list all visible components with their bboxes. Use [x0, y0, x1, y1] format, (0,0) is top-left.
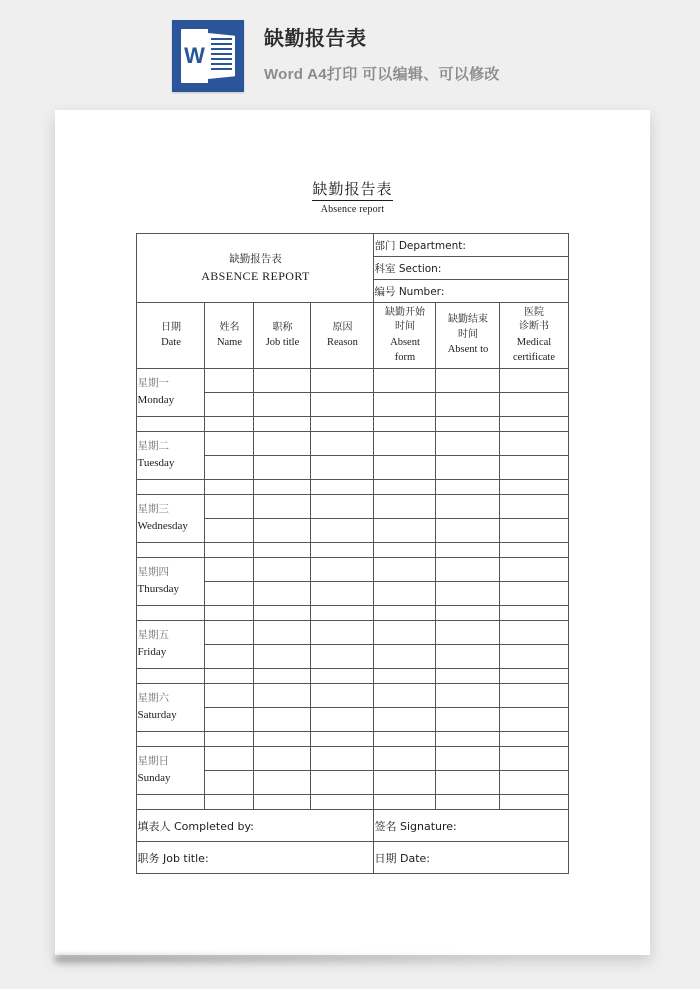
input-cell[interactable]	[500, 747, 568, 771]
column-header-absent-to: 缺勤结束 时间 Absent to	[436, 303, 500, 369]
input-cell[interactable]	[137, 795, 205, 810]
input-cell[interactable]	[311, 582, 374, 606]
column-header-date: 日期 Date	[137, 303, 205, 369]
table-row-footer-completed	[137, 810, 568, 842]
input-cell[interactable]	[500, 519, 568, 543]
column-header-medical-certificate: 医院 诊断书 Medical certificate	[500, 303, 568, 369]
input-cell[interactable]	[254, 558, 311, 582]
document-heading	[55, 178, 650, 215]
input-cell[interactable]	[254, 795, 311, 810]
input-cell[interactable]	[205, 732, 254, 747]
input-cell[interactable]	[254, 417, 311, 432]
input-cell[interactable]	[311, 393, 374, 417]
input-cell[interactable]	[436, 558, 500, 582]
input-cell[interactable]	[374, 543, 436, 558]
input-cell[interactable]	[436, 369, 500, 393]
input-cell[interactable]	[254, 669, 311, 684]
input-cell[interactable]	[500, 669, 568, 684]
input-cell[interactable]	[137, 606, 205, 621]
table-row	[137, 621, 568, 645]
input-cell[interactable]	[436, 543, 500, 558]
input-cell[interactable]	[374, 432, 436, 456]
input-cell[interactable]	[254, 747, 311, 771]
day-label-saturday: 星期六 Saturday	[137, 684, 205, 732]
input-cell[interactable]	[436, 795, 500, 810]
input-cell[interactable]	[500, 495, 568, 519]
day-label-wednesday: 星期三 Wednesday	[137, 495, 205, 543]
input-cell[interactable]	[205, 684, 254, 708]
input-cell[interactable]	[374, 582, 436, 606]
input-cell[interactable]	[436, 582, 500, 606]
table-row	[137, 606, 568, 621]
field-number-label: 编号 Number:	[374, 285, 445, 298]
input-cell[interactable]	[205, 645, 254, 669]
input-cell[interactable]	[205, 669, 254, 684]
input-cell[interactable]	[205, 771, 254, 795]
input-cell[interactable]	[374, 795, 436, 810]
banner-subtitle: Word A4打印 可以编辑、可以修改	[264, 66, 500, 83]
input-cell[interactable]	[205, 456, 254, 480]
input-cell[interactable]	[436, 732, 500, 747]
field-department-label: 部门 Department:	[374, 239, 466, 252]
promo-banner	[0, 0, 700, 110]
input-cell[interactable]	[205, 432, 254, 456]
field-department[interactable]	[374, 234, 568, 257]
input-cell[interactable]	[311, 669, 374, 684]
input-cell[interactable]	[311, 495, 374, 519]
input-cell[interactable]	[311, 621, 374, 645]
input-cell[interactable]	[436, 393, 500, 417]
input-cell[interactable]	[436, 432, 500, 456]
input-cell[interactable]	[254, 708, 311, 732]
input-cell[interactable]	[311, 456, 374, 480]
input-cell[interactable]	[254, 645, 311, 669]
input-cell[interactable]	[311, 558, 374, 582]
input-cell[interactable]	[436, 495, 500, 519]
table-row	[137, 543, 568, 558]
input-cell[interactable]	[311, 432, 374, 456]
field-signature[interactable]	[374, 810, 568, 842]
input-cell[interactable]	[500, 795, 568, 810]
input-cell[interactable]	[137, 732, 205, 747]
input-cell[interactable]	[254, 543, 311, 558]
input-cell[interactable]	[205, 708, 254, 732]
input-cell[interactable]	[254, 621, 311, 645]
input-cell[interactable]	[254, 480, 311, 495]
input-cell[interactable]	[500, 558, 568, 582]
input-cell[interactable]	[374, 606, 436, 621]
input-cell[interactable]	[500, 480, 568, 495]
day-label-thursday: 星期四 Thursday	[137, 558, 205, 606]
input-cell[interactable]	[500, 621, 568, 645]
table-row	[137, 669, 568, 684]
input-cell[interactable]	[500, 771, 568, 795]
field-signature-label: 签名 Signature:	[374, 819, 457, 833]
table-row	[137, 558, 568, 582]
input-cell[interactable]	[205, 495, 254, 519]
table-row	[137, 432, 568, 456]
field-section-label: 科室 Section:	[374, 262, 442, 275]
input-cell[interactable]	[374, 417, 436, 432]
input-cell[interactable]	[374, 456, 436, 480]
input-cell[interactable]	[374, 558, 436, 582]
input-cell[interactable]	[374, 393, 436, 417]
day-label-friday: 星期五 Friday	[137, 621, 205, 669]
document-title-en: Absence report	[320, 204, 385, 215]
input-cell[interactable]	[374, 747, 436, 771]
input-cell[interactable]	[311, 369, 374, 393]
table-row-footer-jobtitle	[137, 842, 568, 874]
input-cell[interactable]	[254, 684, 311, 708]
input-cell[interactable]	[374, 369, 436, 393]
input-cell[interactable]	[137, 480, 205, 495]
input-cell[interactable]	[436, 606, 500, 621]
table-row-column-headers	[137, 303, 568, 369]
icon-letter-w: W	[184, 43, 205, 68]
input-cell[interactable]	[254, 732, 311, 747]
input-cell[interactable]	[311, 645, 374, 669]
input-cell[interactable]	[205, 519, 254, 543]
input-cell[interactable]	[374, 495, 436, 519]
input-cell[interactable]	[254, 771, 311, 795]
table-row	[137, 495, 568, 519]
input-cell[interactable]	[500, 369, 568, 393]
column-header-reason: 原因 Reason	[311, 303, 374, 369]
input-cell[interactable]	[205, 621, 254, 645]
input-cell[interactable]	[311, 795, 374, 810]
input-cell[interactable]	[254, 519, 311, 543]
day-label-tuesday: 星期二 Tuesday	[137, 432, 205, 480]
day-label-sunday: 星期日 Sunday	[137, 747, 205, 795]
input-cell[interactable]	[254, 456, 311, 480]
input-cell[interactable]	[436, 771, 500, 795]
input-cell[interactable]	[205, 543, 254, 558]
input-cell[interactable]	[500, 432, 568, 456]
input-cell[interactable]	[205, 480, 254, 495]
input-cell[interactable]	[374, 732, 436, 747]
column-header-absent-from: 缺勤开始 时间 Absent form	[374, 303, 436, 369]
icon-text-lines	[211, 38, 232, 74]
input-cell[interactable]	[205, 747, 254, 771]
day-label-monday: 星期一 Monday	[137, 369, 205, 417]
table-row	[137, 747, 568, 771]
input-cell[interactable]	[500, 645, 568, 669]
input-cell[interactable]	[137, 417, 205, 432]
absence-report-table	[136, 233, 568, 874]
input-cell[interactable]	[311, 771, 374, 795]
input-cell[interactable]	[436, 519, 500, 543]
input-cell[interactable]	[436, 708, 500, 732]
input-cell[interactable]	[254, 606, 311, 621]
column-header-name: 姓名 Name	[205, 303, 254, 369]
document-title-cn: 缺勤报告表	[312, 178, 392, 201]
input-cell[interactable]	[311, 480, 374, 495]
input-cell[interactable]	[436, 645, 500, 669]
document-page	[55, 110, 650, 955]
input-cell[interactable]	[254, 369, 311, 393]
input-cell[interactable]	[436, 747, 500, 771]
input-cell[interactable]	[205, 606, 254, 621]
input-cell[interactable]	[137, 543, 205, 558]
input-cell[interactable]	[500, 708, 568, 732]
input-cell[interactable]	[254, 495, 311, 519]
input-cell[interactable]	[374, 669, 436, 684]
input-cell[interactable]	[311, 747, 374, 771]
input-cell[interactable]	[500, 393, 568, 417]
table-row	[137, 732, 568, 747]
absence-report-title-cn: 缺勤报告表	[229, 252, 282, 265]
field-completed-by-label: 填表人 Completed by:	[137, 819, 254, 833]
input-cell[interactable]	[374, 708, 436, 732]
banner-title: 缺勤报告表	[264, 28, 367, 50]
table-row	[137, 795, 568, 810]
input-cell[interactable]	[205, 393, 254, 417]
input-cell[interactable]	[436, 456, 500, 480]
input-cell[interactable]	[254, 393, 311, 417]
input-cell[interactable]	[311, 684, 374, 708]
input-cell[interactable]	[500, 582, 568, 606]
table-row	[137, 684, 568, 708]
word-document-icon	[172, 20, 244, 92]
input-cell[interactable]	[374, 621, 436, 645]
input-cell[interactable]	[254, 432, 311, 456]
input-cell[interactable]	[205, 795, 254, 810]
input-cell[interactable]	[205, 582, 254, 606]
table-row	[137, 369, 568, 393]
input-cell[interactable]	[500, 684, 568, 708]
field-number[interactable]	[374, 280, 568, 303]
field-footer-job-title[interactable]	[137, 842, 374, 874]
absence-report-title-en: ABSENCE REPORT	[201, 268, 310, 283]
input-cell[interactable]	[436, 417, 500, 432]
input-cell[interactable]	[254, 582, 311, 606]
input-cell[interactable]	[436, 621, 500, 645]
table-row	[137, 480, 568, 495]
input-cell[interactable]	[436, 480, 500, 495]
input-cell[interactable]	[374, 684, 436, 708]
input-cell[interactable]	[374, 519, 436, 543]
input-cell[interactable]	[436, 684, 500, 708]
input-cell[interactable]	[205, 417, 254, 432]
input-cell[interactable]	[137, 669, 205, 684]
field-footer-date-label: 日期 Date:	[374, 851, 430, 865]
input-cell[interactable]	[436, 669, 500, 684]
table-row-header-department	[137, 234, 568, 257]
absence-report-title-cell	[137, 234, 374, 303]
banner-text-group	[264, 20, 500, 84]
input-cell[interactable]	[374, 771, 436, 795]
input-cell[interactable]	[311, 606, 374, 621]
input-cell[interactable]	[311, 732, 374, 747]
field-footer-date[interactable]	[374, 842, 568, 874]
input-cell[interactable]	[500, 417, 568, 432]
input-cell[interactable]	[500, 732, 568, 747]
input-cell[interactable]	[500, 456, 568, 480]
column-header-job-title: 职称 Job title	[254, 303, 311, 369]
input-cell[interactable]	[311, 519, 374, 543]
input-cell[interactable]	[205, 558, 254, 582]
field-section[interactable]	[374, 257, 568, 280]
input-cell[interactable]	[374, 645, 436, 669]
table-row	[137, 417, 568, 432]
field-completed-by[interactable]	[137, 810, 374, 842]
input-cell[interactable]	[500, 606, 568, 621]
input-cell[interactable]	[500, 543, 568, 558]
input-cell[interactable]	[311, 708, 374, 732]
input-cell[interactable]	[311, 417, 374, 432]
field-footer-job-title-label: 职务 Job title:	[137, 851, 209, 865]
input-cell[interactable]	[311, 543, 374, 558]
input-cell[interactable]	[205, 369, 254, 393]
input-cell[interactable]	[374, 480, 436, 495]
